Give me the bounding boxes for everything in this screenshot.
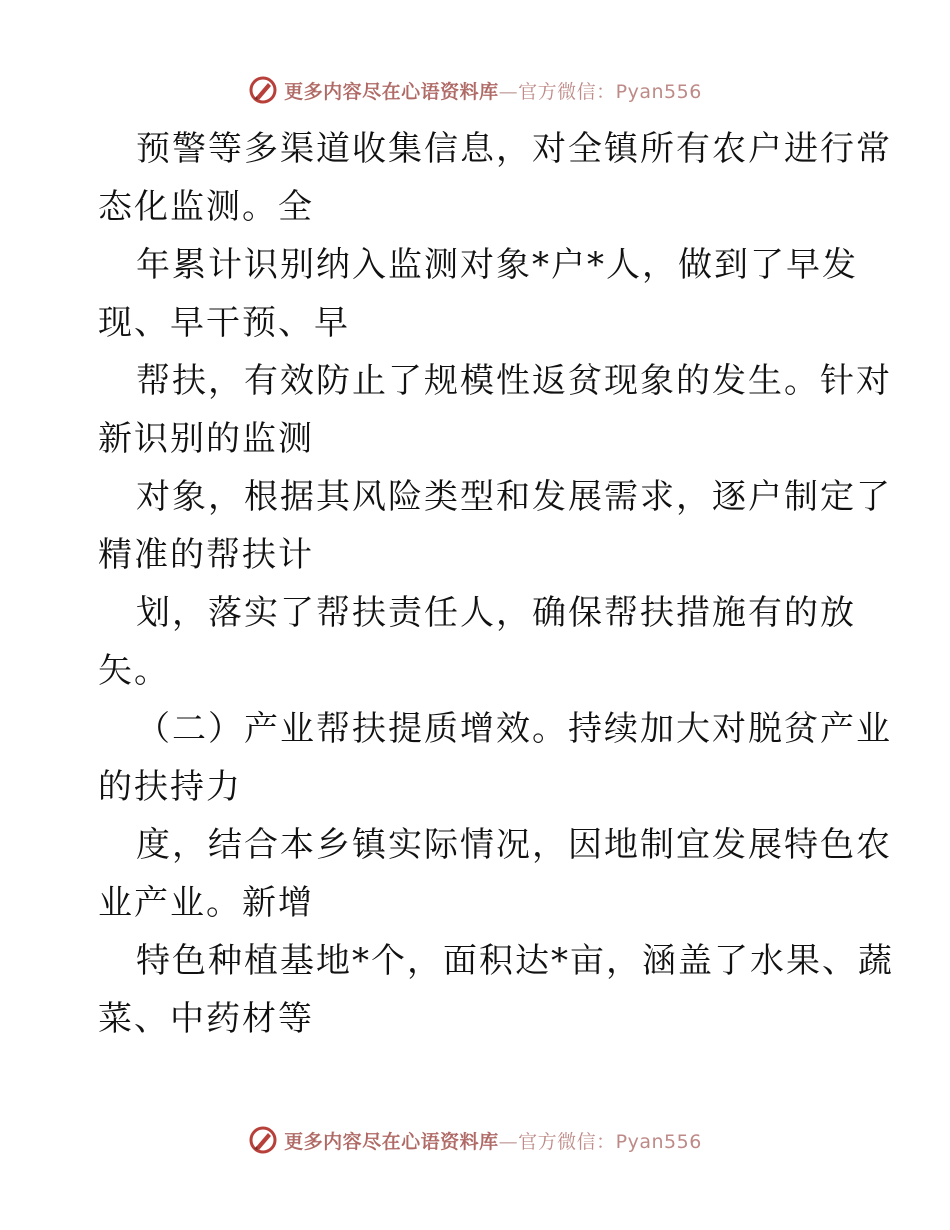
footer-watermark [0,1120,950,1160]
text-line: 业产业。新增 [98,883,314,923]
document-body [98,120,894,1048]
text-line: 的扶持力 [98,767,242,807]
text-line: 现、早干预、早 [98,303,350,343]
text-line: （二）产业帮扶提质增效。持续加大对脱贫产业 [136,709,892,749]
text-line: 预警等多渠道收集信息，对全镇所有农户进行常 [136,129,892,169]
wechat-id: 官方微信：Pyan556 [518,80,702,103]
text-line: 精准的帮扶计 [98,535,314,575]
watermark-text [284,77,702,104]
text-line: 度，结合本乡镇实际情况，因地制宜发展特色农 [136,825,892,865]
text-line: 菜、中药材等 [98,999,314,1039]
brush-logo-icon [248,1125,278,1155]
wechat-id: 官方微信：Pyan556 [518,1130,702,1153]
watermark-text [284,1127,702,1154]
site-name: 更多内容尽在心语资料库 [284,80,499,103]
text-line: 新识别的监测 [98,419,314,459]
text-line: 帮扶，有效防止了规模性返贫现象的发生。针对 [136,361,892,401]
watermark-separator: — [498,1130,519,1153]
text-line: 对象，根据其风险类型和发展需求，逐户制定了 [136,477,892,517]
brush-logo-icon [248,75,278,105]
text-line: 划，落实了帮扶责任人，确保帮扶措施有的放 [136,593,856,633]
text-line: 年累计识别纳入监测对象*户*人，做到了早发 [136,245,858,285]
watermark-separator: — [498,80,519,103]
text-line: 特色种植基地*个，面积达*亩，涵盖了水果、蔬 [136,941,894,981]
text-line: 态化监测。全 [98,187,314,227]
site-name: 更多内容尽在心语资料库 [284,1130,499,1153]
header-watermark [0,70,950,110]
text-line: 矢。 [98,651,170,691]
